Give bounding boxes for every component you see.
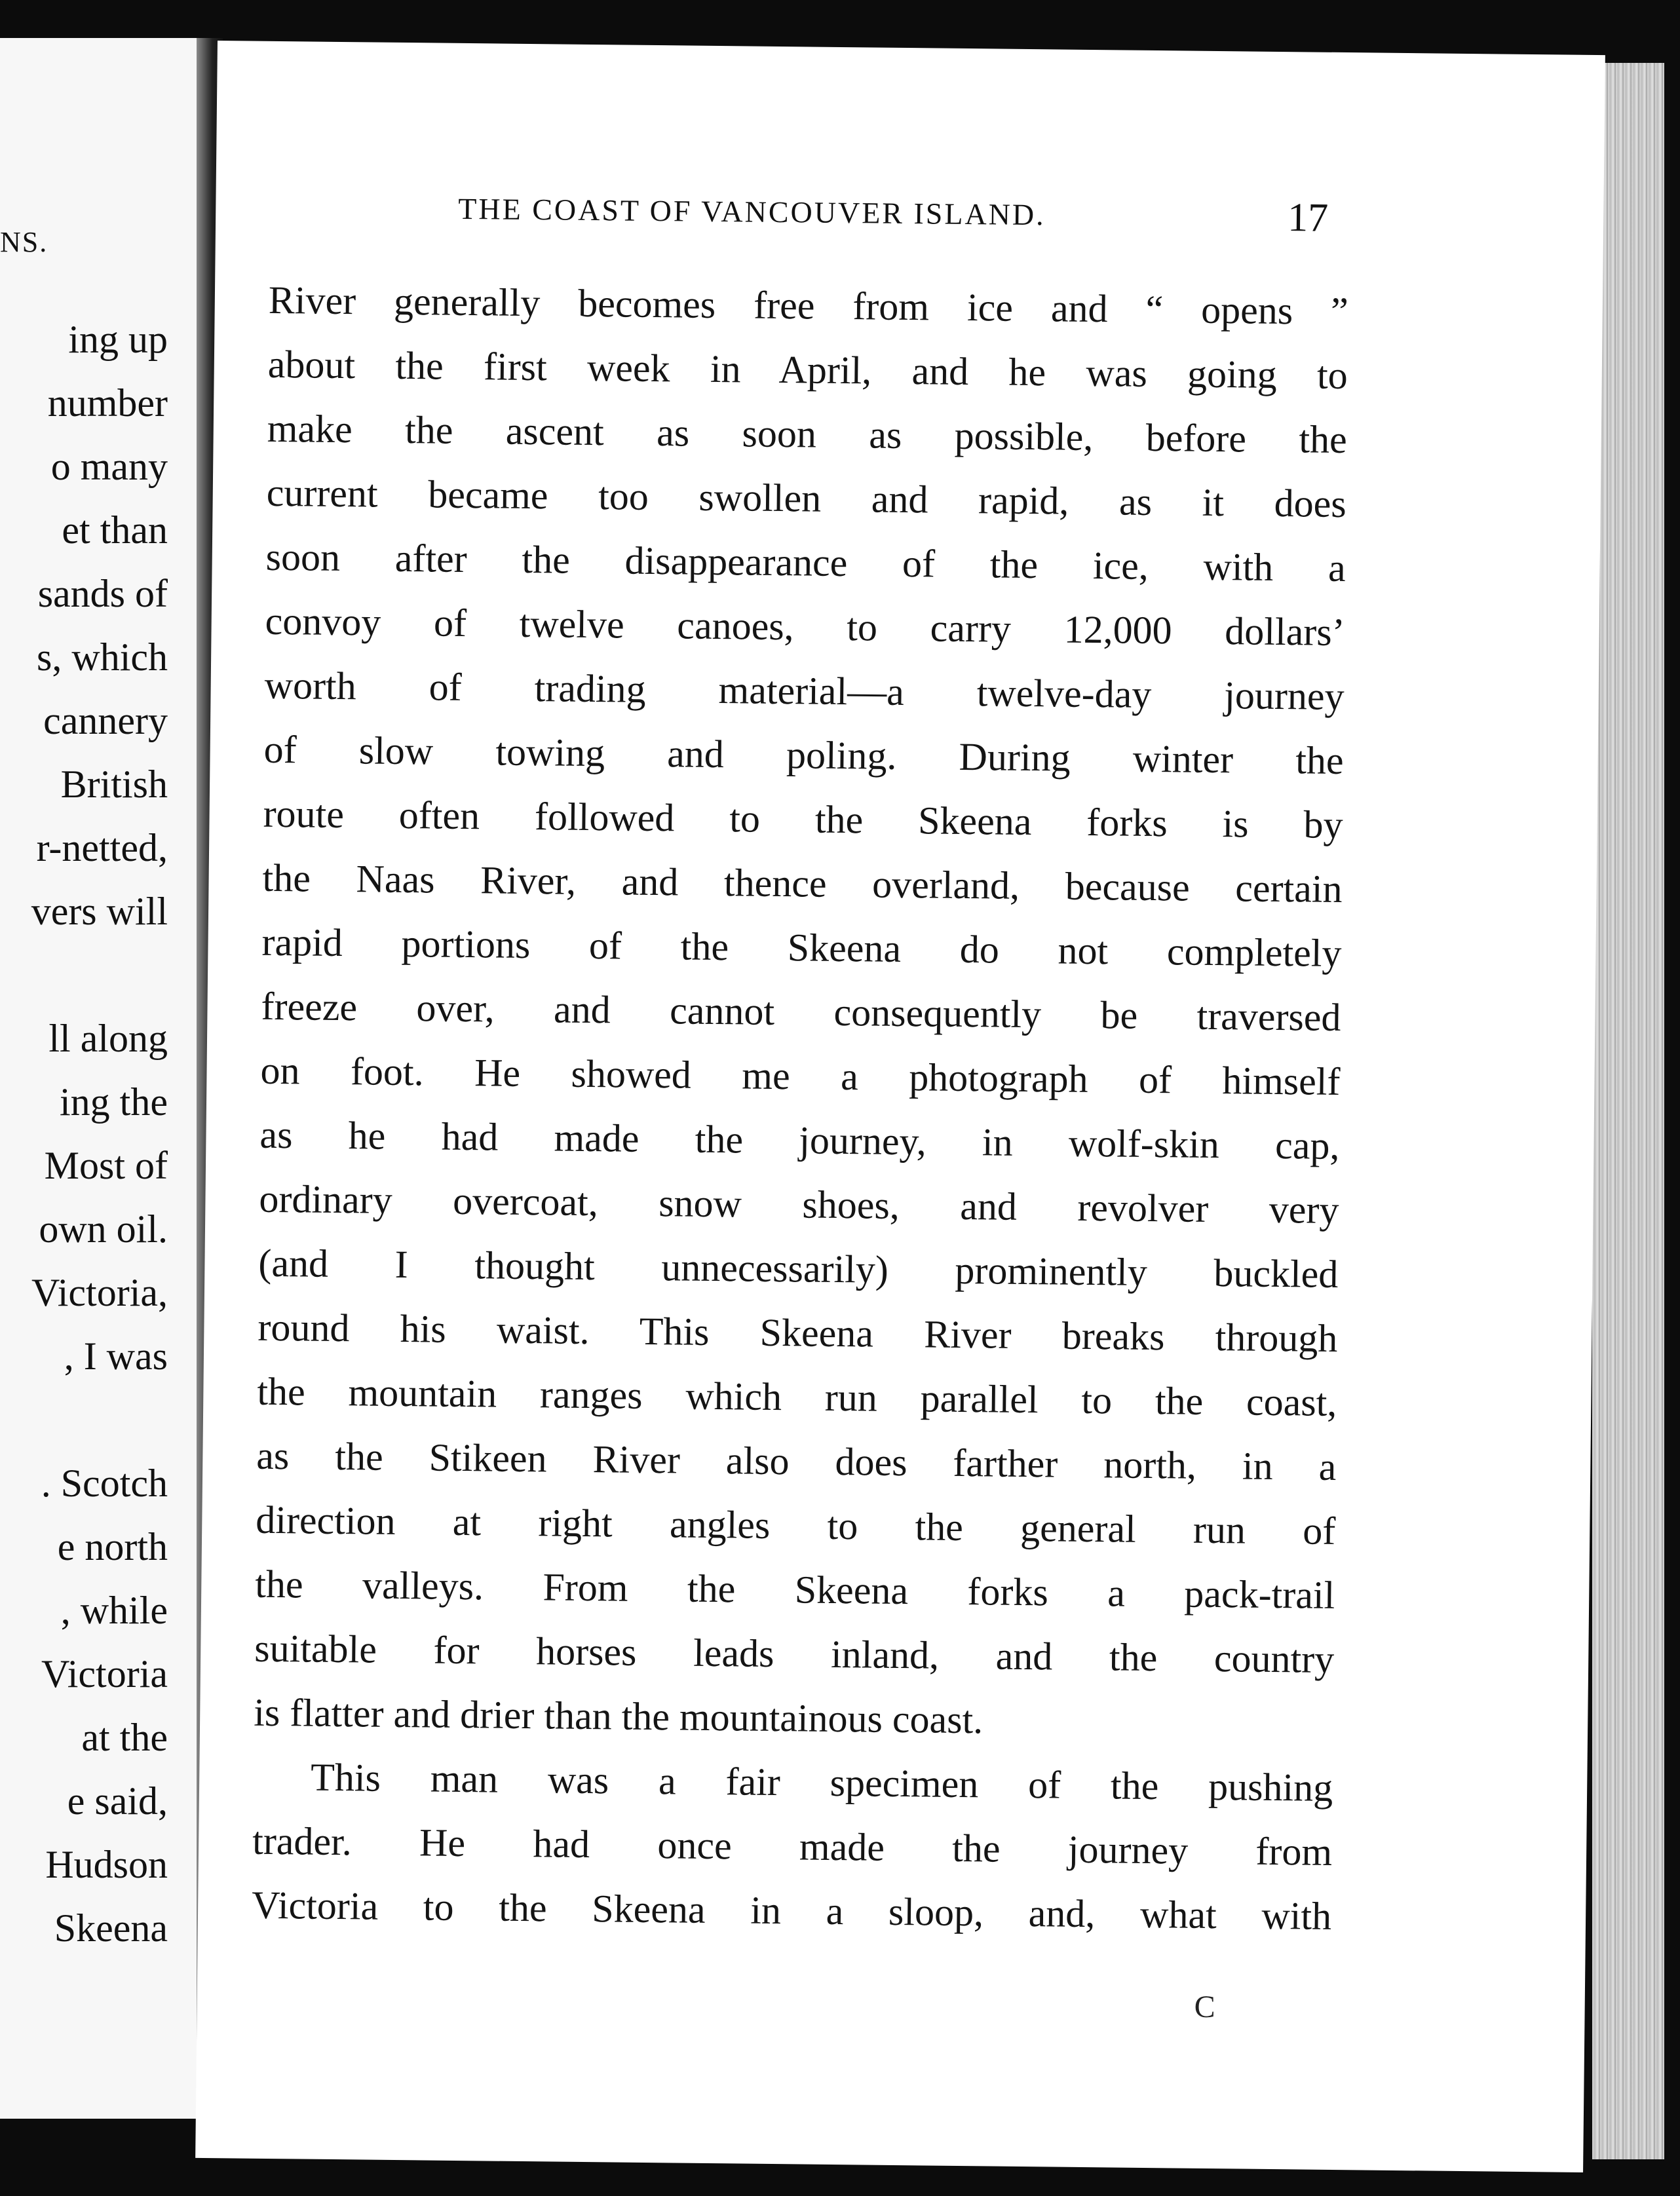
blank-line xyxy=(31,943,168,1007)
current-page xyxy=(195,41,1605,2172)
text-line: the Naas River, and thence overland, because certain xyxy=(262,856,1343,911)
text-line: British xyxy=(60,763,168,806)
text-line: vers will xyxy=(31,890,168,933)
text-line: cannery xyxy=(43,699,168,742)
paragraph-start-line: This man was a fair specimen of the pushing xyxy=(310,1755,1333,1809)
paragraph-end-line: is flatter and drier than the mountainous coast. xyxy=(253,1690,983,1742)
page-edges xyxy=(1592,63,1664,2159)
text-line: r-netted, xyxy=(36,826,168,869)
text-line: route often followed to the Skeena forks is by xyxy=(263,791,1343,847)
body-text xyxy=(252,268,1349,1948)
text-line: ll along xyxy=(48,1017,168,1060)
text-line: , I was xyxy=(64,1335,168,1378)
text-line: . Scotch xyxy=(41,1462,168,1505)
signature-mark: C xyxy=(1194,1989,1215,2025)
text-line: Victoria xyxy=(41,1652,168,1695)
text-line: Most of xyxy=(44,1144,168,1187)
text-line: Hudson xyxy=(45,1843,168,1886)
text-line: ordinary overcoat, snow shoes, and revolver very xyxy=(259,1177,1339,1232)
text-line: freeze over, and cannot consequently be traversed xyxy=(261,984,1341,1040)
previous-page-running-head: NS. xyxy=(0,226,48,258)
text-line: River generally becomes free from ice and “ opens ” xyxy=(268,278,1349,333)
text-line: about the first week in April, and he was going to xyxy=(267,342,1348,398)
text-line: number xyxy=(47,381,168,425)
text-line: e said, xyxy=(67,1779,168,1823)
previous-page xyxy=(0,38,197,2119)
text-line: rapid portions of the Skeena do not completely xyxy=(261,920,1342,975)
text-line: worth of trading material—a twelve-day journey xyxy=(264,663,1345,719)
text-line: own oil. xyxy=(39,1207,168,1251)
text-line: (and I thought unnecessarily) prominently buckled xyxy=(258,1241,1339,1297)
text-line: convoy of twelve canoes, to carry 12,000 dollars’ xyxy=(265,599,1345,654)
text-line: Skeena xyxy=(54,1906,168,1950)
text-line: as the Stikeen River also does farther north, in a xyxy=(256,1433,1337,1488)
running-head xyxy=(216,189,1604,240)
text-line: of slow towing and poling. During winter the xyxy=(263,727,1344,783)
running-title: THE COAST OF VANCOUVER ISLAND. xyxy=(458,191,1046,232)
text-line: ing the xyxy=(60,1080,168,1124)
text-line: Victoria to the Skeena in a sloop, and, what with xyxy=(251,1883,1332,1938)
text-line: trader. He had once made the journey from xyxy=(252,1819,1333,1874)
text-line: as he had made the journey, in wolf-skin cap, xyxy=(259,1112,1340,1168)
text-line: Victoria, xyxy=(31,1271,168,1314)
text-line: round his waist. This Skeena River breaks through xyxy=(258,1305,1338,1361)
text-line: at the xyxy=(81,1716,168,1759)
text-line: o many xyxy=(50,445,168,488)
text-line: make the ascent as soon as possible, before the xyxy=(267,406,1348,462)
text-line: direction at right angles to the general run of xyxy=(256,1498,1336,1553)
text-line: the valleys. From the Skeena forks a pack-trail xyxy=(254,1562,1335,1617)
text-line: suitable for horses leads inland, and the country xyxy=(254,1626,1335,1681)
text-line: soon after the disappearance of the ice, with a xyxy=(265,535,1346,590)
text-line: et than xyxy=(62,508,168,552)
text-line: on foot. He showed me a photograph of himself xyxy=(260,1048,1341,1104)
text-line: s, which xyxy=(37,635,168,679)
text-line: , while xyxy=(60,1589,168,1632)
previous-page-text xyxy=(31,308,168,1960)
text-line: sands of xyxy=(37,572,168,615)
text-line: ing up xyxy=(68,318,168,361)
blank-line xyxy=(31,1388,168,1452)
page-number: 17 xyxy=(1287,195,1329,240)
text-line: the mountain ranges which run parallel to the coast, xyxy=(257,1369,1337,1425)
text-line: e north xyxy=(57,1525,168,1568)
text-line: current became too swollen and rapid, as it does xyxy=(266,470,1347,526)
